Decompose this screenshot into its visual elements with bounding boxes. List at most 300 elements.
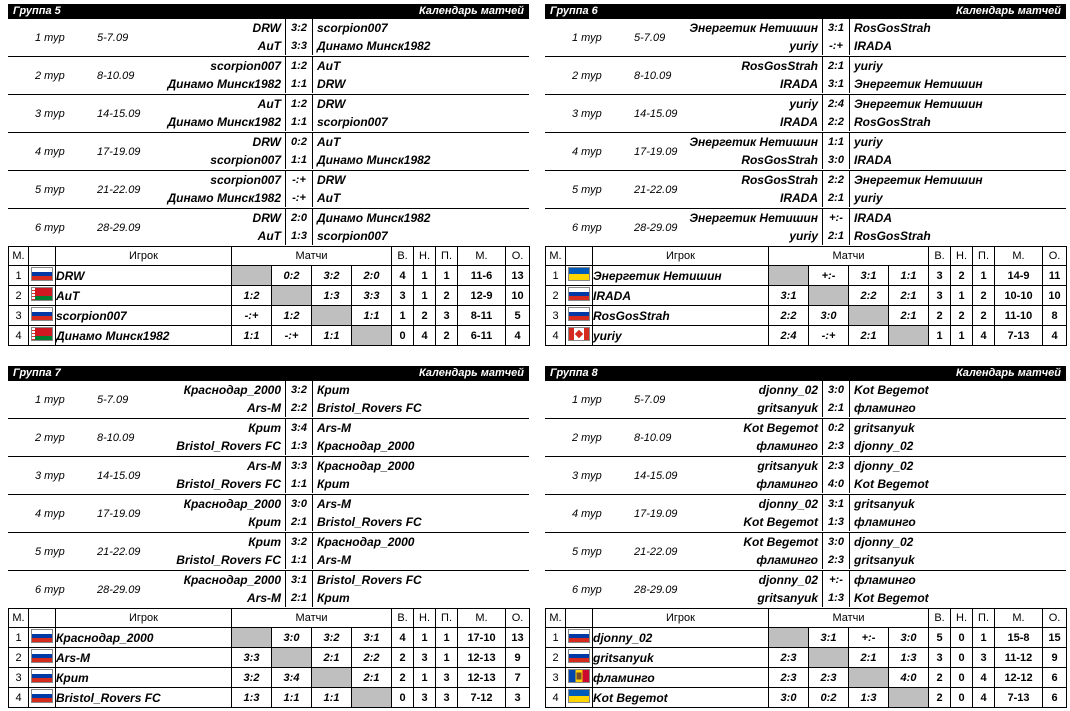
rank-cell: 4 <box>546 688 566 708</box>
flag-cell <box>29 286 56 306</box>
group-title: Группа 6 <box>550 5 598 17</box>
match-row <box>8 571 529 589</box>
wins-cell: 4 <box>392 266 414 286</box>
losses-column-header: П. <box>436 609 458 628</box>
match-calendar <box>545 19 1066 246</box>
match-score: 1:3 <box>285 227 313 245</box>
flag-cell <box>29 326 56 346</box>
home-player: AuT <box>257 229 281 243</box>
away-player: AuT <box>317 59 341 73</box>
group-title: Группа 5 <box>13 5 61 17</box>
player-column-header: Игрок <box>593 609 769 628</box>
flag-belarus-icon <box>31 287 53 301</box>
match-score: +:- <box>822 571 850 589</box>
draws-cell: 0 <box>951 648 973 668</box>
points-cell: 11 <box>1043 266 1067 286</box>
goals-cell: 7-13 <box>995 688 1043 708</box>
match-score: -:+ <box>285 189 313 207</box>
match-score: 1:1 <box>285 551 313 569</box>
round-block <box>545 19 1066 56</box>
wins-cell: 1 <box>392 306 414 326</box>
away-player: фламинго <box>854 573 916 587</box>
player-name: IRADA <box>593 286 769 306</box>
match-row <box>8 189 529 207</box>
points-cell: 10 <box>1043 286 1067 306</box>
match-score: -:+ <box>285 171 313 189</box>
match-score: 1:3 <box>822 513 850 531</box>
match-row <box>545 495 1066 513</box>
draws-column-header: Н. <box>951 247 973 266</box>
home-player: Краснодар_2000 <box>183 383 281 397</box>
matrix-score-cell: 3:0 <box>889 628 929 648</box>
flag-russia-icon <box>31 649 53 663</box>
flag-column-header <box>566 247 593 266</box>
home-player: RosGosStrah <box>741 173 818 187</box>
self-match-cell <box>849 306 889 326</box>
round-block <box>8 532 529 570</box>
flag-russia-icon <box>31 669 53 683</box>
round-block <box>8 170 529 208</box>
wins-cell: 2 <box>929 688 951 708</box>
away-player: Динамо Минск1982 <box>317 211 431 225</box>
goals-column-header: М. <box>458 609 506 628</box>
round-block <box>545 132 1066 170</box>
match-row <box>545 551 1066 569</box>
wins-cell: 1 <box>929 326 951 346</box>
group-panel <box>8 4 529 346</box>
losses-cell: 1 <box>436 628 458 648</box>
matrix-score-cell: 3:0 <box>809 306 849 326</box>
match-row <box>8 227 529 245</box>
points-cell: 15 <box>1043 628 1067 648</box>
matrix-score-cell: 1:2 <box>272 306 312 326</box>
away-player: Bristol_Rovers FC <box>317 515 422 529</box>
points-cell: 9 <box>506 648 530 668</box>
player-name: Динамо Минск1982 <box>56 326 232 346</box>
player-name: Крит <box>56 668 232 688</box>
matrix-score-cell: 2:1 <box>849 648 889 668</box>
round-dates: 28-29.09 <box>97 221 141 234</box>
goals-cell: 11-12 <box>995 648 1043 668</box>
round-dates: 8-10.09 <box>97 69 135 82</box>
match-row <box>8 37 529 55</box>
round-block <box>8 132 529 170</box>
standings-header-row <box>546 609 1067 628</box>
flag-russia-icon <box>31 629 53 643</box>
home-player: djonny_02 <box>758 497 818 511</box>
home-player: фламинго <box>756 477 818 491</box>
points-cell: 4 <box>506 326 530 346</box>
flag-cell <box>29 628 56 648</box>
matrix-score-cell: 2:2 <box>849 286 889 306</box>
away-player: Ars-M <box>317 421 352 435</box>
match-score: 2:1 <box>822 57 850 75</box>
player-column-header: Игрок <box>56 609 232 628</box>
round-block <box>545 56 1066 94</box>
wins-cell: 4 <box>392 628 414 648</box>
losses-column-header: П. <box>973 247 995 266</box>
match-row <box>545 37 1066 55</box>
away-player: Динамо Минск1982 <box>317 39 431 53</box>
matrix-score-cell: 2:2 <box>769 306 809 326</box>
round-label: 2 тур <box>35 69 65 82</box>
home-player: Динамо Минск1982 <box>167 77 281 91</box>
home-player: фламинго <box>756 553 818 567</box>
group-panel <box>8 366 529 708</box>
round-dates: 17-19.09 <box>97 507 141 520</box>
round-dates: 8-10.09 <box>634 431 672 444</box>
matrix-score-cell: 3:2 <box>312 266 352 286</box>
rank-cell: 3 <box>546 306 566 326</box>
home-player: Ars-M <box>246 459 281 473</box>
matrix-score-cell: 3:2 <box>312 628 352 648</box>
round-dates: 5-7.09 <box>634 31 666 44</box>
round-label: 5 тур <box>572 183 602 196</box>
away-player: Краснодар_2000 <box>317 459 415 473</box>
standings-row <box>9 628 530 648</box>
matrix-score-cell: 2:1 <box>312 648 352 668</box>
round-block <box>545 170 1066 208</box>
match-row <box>8 381 529 399</box>
match-row <box>545 209 1066 227</box>
match-row <box>545 589 1066 607</box>
away-player: Динамо Минск1982 <box>317 153 431 167</box>
match-row <box>8 57 529 75</box>
match-score: 1:3 <box>285 437 313 455</box>
away-player: DRW <box>317 173 346 187</box>
match-row <box>8 419 529 437</box>
match-score: 2:4 <box>822 95 850 113</box>
standings-row <box>9 648 530 668</box>
match-score: 1:1 <box>285 113 313 131</box>
self-match-cell <box>809 648 849 668</box>
round-block <box>545 94 1066 132</box>
round-label: 3 тур <box>572 107 602 120</box>
player-name: фламинго <box>593 668 769 688</box>
home-player: Bristol_Rovers FC <box>176 553 281 567</box>
group-header-bar <box>545 4 1066 19</box>
points-cell: 6 <box>1043 688 1067 708</box>
losses-cell: 1 <box>973 628 995 648</box>
match-score: 2:0 <box>285 209 313 227</box>
losses-cell: 1 <box>436 266 458 286</box>
match-score: 3:3 <box>285 457 313 475</box>
matrix-score-cell: 2:1 <box>889 306 929 326</box>
goals-cell: 17-10 <box>458 628 506 648</box>
flag-russia-icon <box>568 307 590 321</box>
calendar-title: Календарь матчей <box>419 5 524 17</box>
matrix-score-cell: 2:0 <box>352 266 392 286</box>
home-player: Энергетик Нетишин <box>689 135 818 149</box>
round-label: 6 тур <box>35 221 65 234</box>
home-player: AuT <box>257 97 281 111</box>
group-panel <box>545 366 1066 708</box>
match-row <box>8 209 529 227</box>
match-row <box>8 95 529 113</box>
away-player: scorpion007 <box>317 229 388 243</box>
standings-table <box>545 246 1067 346</box>
group-header-bar <box>8 366 529 381</box>
match-row <box>545 171 1066 189</box>
match-row <box>545 533 1066 551</box>
away-player: Ars-M <box>317 497 352 511</box>
round-dates: 17-19.09 <box>97 145 141 158</box>
away-player: djonny_02 <box>854 535 914 549</box>
flag-russia-icon <box>568 649 590 663</box>
losses-cell: 4 <box>973 688 995 708</box>
match-score: 3:1 <box>822 75 850 93</box>
standings-table <box>8 608 530 708</box>
draws-cell: 1 <box>951 326 973 346</box>
away-player: DRW <box>317 97 346 111</box>
player-name: Kot Begemot <box>593 688 769 708</box>
match-score: 1:3 <box>822 589 850 607</box>
goals-cell: 10-10 <box>995 286 1043 306</box>
flag-ukraine-icon <box>568 267 590 281</box>
draws-column-header: Н. <box>951 609 973 628</box>
flag-russia-icon <box>31 307 53 321</box>
match-calendar <box>545 381 1066 608</box>
match-row <box>545 189 1066 207</box>
home-player: RosGosStrah <box>741 153 818 167</box>
draws-cell: 3 <box>414 648 436 668</box>
rank-column-header: М. <box>546 609 566 628</box>
self-match-cell <box>312 306 352 326</box>
home-player: yuriy <box>789 39 818 53</box>
standings-row <box>546 326 1067 346</box>
losses-cell: 2 <box>436 326 458 346</box>
points-column-header: О. <box>506 609 530 628</box>
losses-cell: 1 <box>973 266 995 286</box>
wins-cell: 3 <box>929 266 951 286</box>
group-title: Группа 7 <box>13 367 61 379</box>
match-row <box>8 437 529 455</box>
round-dates: 28-29.09 <box>634 583 678 596</box>
flag-russia-icon <box>568 287 590 301</box>
standings-header-row <box>546 247 1067 266</box>
rank-column-header: М. <box>9 609 29 628</box>
player-name: Bristol_Rovers FC <box>56 688 232 708</box>
round-block <box>545 418 1066 456</box>
rank-cell: 2 <box>9 648 29 668</box>
player-column-header: Игрок <box>56 247 232 266</box>
group-header-bar <box>545 366 1066 381</box>
flag-cell <box>29 266 56 286</box>
wins-cell: 2 <box>929 306 951 326</box>
round-label: 4 тур <box>35 507 65 520</box>
player-name: gritsanyuk <box>593 648 769 668</box>
matrix-score-cell: 1:1 <box>232 326 272 346</box>
matrix-score-cell: +:- <box>809 266 849 286</box>
match-score: 0:2 <box>285 133 313 151</box>
round-dates: 21-22.09 <box>97 183 141 196</box>
round-dates: 5-7.09 <box>97 393 129 406</box>
match-row <box>545 227 1066 245</box>
rank-column-header: М. <box>546 247 566 266</box>
away-player: фламинго <box>854 401 916 415</box>
away-player: AuT <box>317 135 341 149</box>
goals-cell: 8-11 <box>458 306 506 326</box>
player-name: scorpion007 <box>56 306 232 326</box>
flag-russia-icon <box>31 267 53 281</box>
flag-cell <box>566 668 593 688</box>
player-name: RosGosStrah <box>593 306 769 326</box>
match-score: 2:3 <box>822 457 850 475</box>
round-label: 2 тур <box>572 431 602 444</box>
home-player: фламинго <box>756 439 818 453</box>
goals-cell: 12-13 <box>458 668 506 688</box>
round-dates: 14-15.09 <box>634 107 678 120</box>
home-player: gritsanyuk <box>757 591 818 605</box>
home-player: djonny_02 <box>758 383 818 397</box>
flag-cell <box>566 286 593 306</box>
matrix-score-cell: 2:1 <box>352 668 392 688</box>
away-player: Энергетик Нетишин <box>854 77 983 91</box>
matrix-score-cell: -:+ <box>232 306 272 326</box>
round-label: 6 тур <box>35 583 65 596</box>
wins-cell: 5 <box>929 628 951 648</box>
losses-cell: 4 <box>973 326 995 346</box>
match-score: 3:0 <box>822 533 850 551</box>
group-panel <box>545 4 1066 346</box>
home-player: IRADA <box>780 191 818 205</box>
self-match-cell <box>889 326 929 346</box>
round-dates: 14-15.09 <box>634 469 678 482</box>
away-player: Крит <box>317 477 350 491</box>
home-player: Bristol_Rovers FC <box>176 439 281 453</box>
round-dates: 21-22.09 <box>97 545 141 558</box>
standings-table <box>545 608 1067 708</box>
match-row <box>545 399 1066 417</box>
match-row <box>8 589 529 607</box>
points-cell: 13 <box>506 628 530 648</box>
matrix-score-cell: 2:3 <box>769 668 809 688</box>
points-cell: 13 <box>506 266 530 286</box>
standings-row <box>9 326 530 346</box>
draws-cell: 4 <box>414 326 436 346</box>
away-player: Энергетик Нетишин <box>854 97 983 111</box>
match-row <box>545 57 1066 75</box>
away-player: yuriy <box>854 59 883 73</box>
matches-column-header: Матчи <box>769 247 929 266</box>
matrix-score-cell: 2:1 <box>849 326 889 346</box>
matrix-score-cell: 0:2 <box>809 688 849 708</box>
round-block <box>8 570 529 608</box>
self-match-cell <box>769 628 809 648</box>
home-player: yuriy <box>789 229 818 243</box>
match-row <box>8 533 529 551</box>
round-block <box>8 19 529 56</box>
rank-cell: 2 <box>546 286 566 306</box>
self-match-cell <box>889 688 929 708</box>
away-player: gritsanyuk <box>854 553 915 567</box>
round-label: 1 тур <box>572 393 602 406</box>
match-score: 2:2 <box>285 399 313 417</box>
away-player: IRADA <box>854 211 892 225</box>
home-player: Крит <box>248 535 281 549</box>
standings-row <box>546 306 1067 326</box>
home-player: djonny_02 <box>758 573 818 587</box>
away-player: фламинго <box>854 515 916 529</box>
points-column-header: О. <box>1043 609 1067 628</box>
round-label: 1 тур <box>35 393 65 406</box>
matrix-score-cell: -:+ <box>272 326 312 346</box>
match-score: 3:2 <box>285 381 313 399</box>
away-player: RosGosStrah <box>854 21 931 35</box>
match-row <box>545 381 1066 399</box>
flag-belarus-icon <box>31 327 53 341</box>
wins-cell: 2 <box>392 668 414 688</box>
match-score: 3:0 <box>285 495 313 513</box>
match-score: 1:1 <box>285 475 313 493</box>
match-row <box>545 475 1066 493</box>
away-player: Kot Begemot <box>854 591 929 605</box>
home-player: Kot Begemot <box>743 515 818 529</box>
away-player: djonny_02 <box>854 459 914 473</box>
flag-cell <box>566 628 593 648</box>
home-player: AuT <box>257 39 281 53</box>
points-cell: 6 <box>1043 668 1067 688</box>
losses-cell: 3 <box>436 668 458 688</box>
round-dates: 17-19.09 <box>634 145 678 158</box>
player-name: DRW <box>56 266 232 286</box>
match-score: +:- <box>822 209 850 227</box>
rank-cell: 4 <box>9 326 29 346</box>
wins-cell: 3 <box>929 286 951 306</box>
losses-cell: 4 <box>973 668 995 688</box>
matrix-score-cell: +:- <box>849 628 889 648</box>
self-match-cell <box>232 266 272 286</box>
standings-row <box>546 266 1067 286</box>
matrix-score-cell: 1:2 <box>232 286 272 306</box>
round-dates: 5-7.09 <box>97 31 129 44</box>
match-row <box>8 171 529 189</box>
rank-cell: 2 <box>9 286 29 306</box>
match-row <box>545 151 1066 169</box>
matches-column-header: Матчи <box>232 609 392 628</box>
matrix-score-cell: 3:1 <box>849 266 889 286</box>
match-row <box>545 513 1066 531</box>
round-block <box>8 418 529 456</box>
rank-cell: 4 <box>546 326 566 346</box>
match-score: 3:2 <box>285 19 313 37</box>
group-header-bar <box>8 4 529 19</box>
points-cell: 8 <box>1043 306 1067 326</box>
flag-column-header <box>29 609 56 628</box>
goals-cell: 11-6 <box>458 266 506 286</box>
rank-cell: 1 <box>9 628 29 648</box>
calendar-title: Календарь матчей <box>956 5 1061 17</box>
round-dates: 5-7.09 <box>634 393 666 406</box>
away-player: scorpion007 <box>317 115 388 129</box>
home-player: Динамо Минск1982 <box>167 115 281 129</box>
away-player: Энергетик Нетишин <box>854 173 983 187</box>
round-label: 1 тур <box>572 31 602 44</box>
draws-column-header: Н. <box>414 609 436 628</box>
match-row <box>545 133 1066 151</box>
standings-table <box>8 246 530 346</box>
home-player: Bristol_Rovers FC <box>176 477 281 491</box>
round-block <box>8 208 529 246</box>
match-row <box>8 457 529 475</box>
home-player: Ars-M <box>246 591 281 605</box>
standings-row <box>546 286 1067 306</box>
matrix-score-cell: 2:3 <box>769 648 809 668</box>
losses-cell: 1 <box>436 648 458 668</box>
matrix-score-cell: 3:3 <box>352 286 392 306</box>
wins-cell: 2 <box>929 668 951 688</box>
matrix-score-cell: 3:1 <box>352 628 392 648</box>
